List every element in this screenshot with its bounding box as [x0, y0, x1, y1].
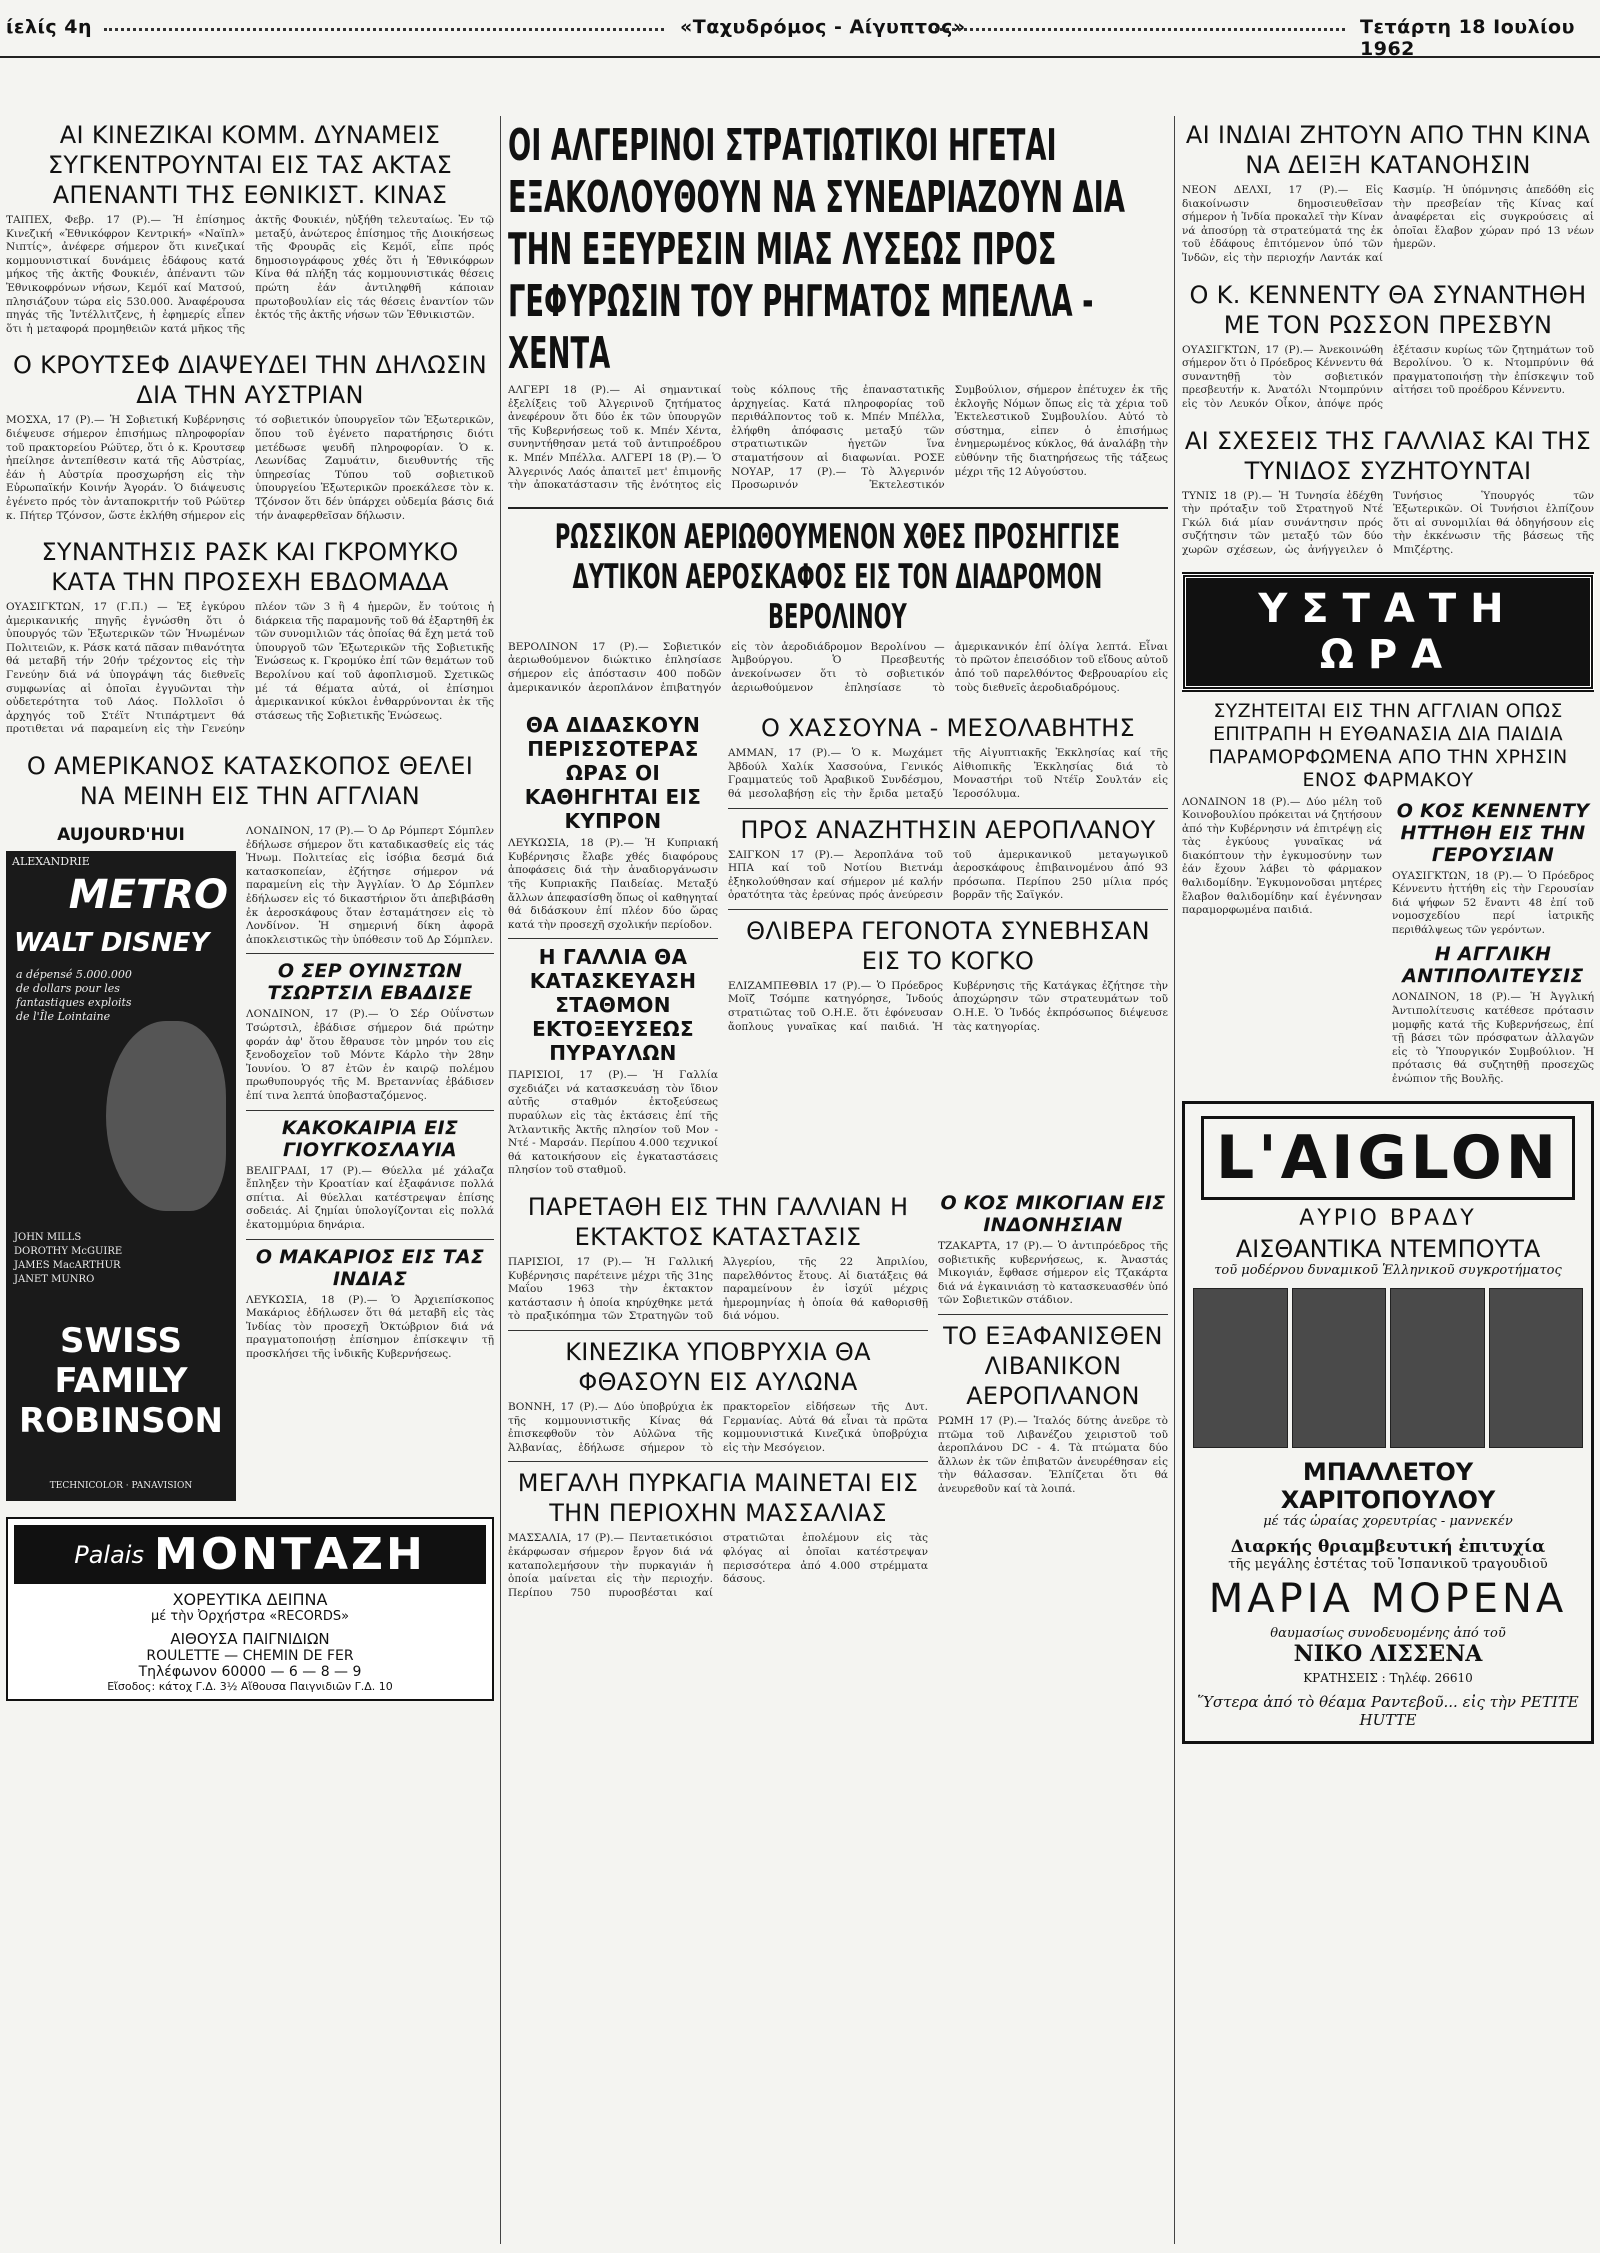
article-body: ΛΕΥΚΩΣΙΑ, 18 (Ρ).— Ὁ Ἀρχιεπίσκοπος Μακάριος ἐδήλωσεν ὅτι θά μεταβῆ εἰς τὰς Ἰνδίας τὸν προσεχῆ Ὀκτώβριον διά νά πραγματοποιήσῃ ἐπίσημον ἐπίσκεψιν τῇ προσκλήσει τῆς ἰνδικῆς Κυβερνήσεως. [246, 1293, 494, 1360]
header-dots-left [104, 28, 664, 31]
headline: Ο Κ. ΚΕΝΝΕΝΤΥ ΘΑ ΣΥΝΑΝΤΗΘΗ ΜΕ ΤΟΝ ΡΩΣΣΟΝ ΠΡΕΣΒΥΝ [1189, 280, 1587, 339]
separator [508, 938, 718, 939]
right-column [1182, 116, 1594, 2244]
headline: Ο ΑΜΕΡΙΚΑΝΟΣ ΚΑΤΑΣΚΟΠΟΣ ΘΕΛΕΙ ΝΑ ΜΕΙΝΗ ΕΙΣ ΤΗΝ ΑΓΓΛΙΑΝ [26, 752, 474, 811]
ad-singer-name: ΜΑΡΙΑ ΜΟΡΕΝΑ [1208, 1575, 1568, 1622]
article-france-tunisia [1182, 426, 1594, 558]
cast-name: JANET MUNRO [14, 1274, 95, 1286]
article-body: ΑΜΜΑΝ, 17 (Ρ).— Ὁ κ. Μωχάμετ Ἀβδούλ Χαλίκ Χασσούνα, Γενικός Γραμματεύς τοῦ Ἀραβικοῦ Συνδέσμου, θά μεσολαβήσῃ εἰς τὴν ἔριδα μεταξύ τῆς Αἰγυπτιακῆς Ἐκκλησίας καί τῆς Αἰθιοπικῆς Ἐκκλησίας διά τὸ Μοναστήρι τοῦ Ντέϊρ Σουλτάν εἰς Ἱεροσόλυμα. [728, 747, 1168, 800]
headline: ΣΥΝΑΝΤΗΣΙΣ ΡΑΣΚ ΚΑΙ ΓΚΡΟΜΥΚΟ ΚΑΤΑ ΤΗΝ ΠΡΟΣΕΧΗ ΕΒΔΟΜΑΔΑ [41, 538, 459, 597]
article-body: ΜΟΣΧΑ, 17 (Ρ).— Ἡ Σοβιετική Κυβέρνησις διέψευσε σήμερον ἐπισήμως πληροφορίαν τοῦ πρακτορείου Ρώϋτερ, ὅτι ὁ κ. Κρουτσεφ ἠπείλησε ἀντεπίθεσιν κατά τῆς Αὐστρίας, ἐάν ἡ Αὐστρία προσχωρήση εἰς τὴν Εὐρωπαϊκήν Κοινήν Ἀγοράν. Ὁ διάψευσις ἐγένετο πρός τὸν ἀνταποκριτήν τοῦ Ρώϋτερ κ. Πήτερ Τζόνσον, ὥστε ἐκλήθη σήμερον εἰς τό σοβιετικόν ὑπουργεῖον τῶν Ἐξωτερικῶν, ὅπου τοῦ ἐγένετο παρατήρησις διότι μετέδωσε ψευδῆ πληροφορίαν. Ὁ κ. Λεωνίδας Ζαμυάτιν, διευθυντής τῆς ὑπηρεσίας Τύπου τοῦ σοβιετικοῦ ὑπουργείου Ἐξωτερικῶν προεκάλεσε τὸν κ. Τζόνσον ὅτι δέν ὑπάρχει οὐδεμία βάσις διά τήν ἀναφερθεῖσαν δήλωσιν. [6, 414, 494, 522]
article-india-china [1182, 120, 1594, 266]
ad-line: Διαρκής θριαμβευτική ἐπιτυχία [1230, 1536, 1546, 1557]
cinema-metro-logo: METRO [68, 872, 228, 919]
newspaper-name: «Ταχυδρόμος - Αίγυπτος» [680, 16, 966, 38]
headline: ΑΙ ΙΝΔΙΑΙ ΖΗΤΟΥΝ ΑΠΟ ΤΗΝ ΚΙΝΑ ΝΑ ΔΕΙΞΗ ΚΑΤΑΝΟΗΣΙΝ [1185, 121, 1591, 179]
article-body: ΤΑΙΠΕΧ, Φεβρ. 17 (Ρ).— Ἡ ἐπίσημος Κινεζική «Ἐθνικόφρον Κεντρική» «Ναϊπλ» Νιπτίς», ἀνέφερε σήμερον ὅτι κινεζικαί κομμουνιστικαί δυνάμεις ἐδάφους κατά μήκος τῆς ἀκτῆς Φουκιέν, ἀπέναντι τῶν Ἐθνικοφρόνων νήσων, Κεμόϊ καί Ματσού, πλησιάζουν τώρα εἰς 530.000. Ἀναφέρουσα πηγάς τῆς Ἰντέλλιτζενς, ἡ ἐφημερίς εἶπεν ὅτι ἡ μεταφορά προμηθειῶν κατά μῆκος τῆς ἀκτῆς Φουκιέν, ηὐξήθη τελευταίως. Ἐν τῷ μεταξύ, ἀνώτερος ἐπίσημος τῆς Διοικήσεως τῆς Φρουρᾶς εἰς Κεμόϊ, εἶπε πρός δημοσιογράφους χθές ὅτι ἡ Ἐθνικόφρων Κίνα θά πλήξη τάς κομμουνιστικάς θέσεις πρώτη ἐάν ἀντιληφθῆ κάποιαν πρωτοβουλίαν εἰς τάς θέσεις ἐναντίον τῶν ἐκτός τῆς ἀκτῆς νήσων τῶν Ἐθνικιστῶν. [6, 214, 494, 335]
ad-line: Εἴσοδος: κάτοχ Γ.Δ. 3½ Αἴθουσα Παιγνιδιῶν Γ.Δ. 10 [107, 1680, 393, 1694]
cast-name: JAMES MacARTHUR [14, 1260, 121, 1272]
ad-line: ΑΙΣΘΑΝΤΙΚΑ ΝΤΕΜΠΟΥΤΑ [1235, 1234, 1541, 1263]
ad-reservations: ΚΡΑΤΗΣΕΙΣ : Τηλέφ. 26610 [1303, 1670, 1473, 1685]
article-body: ΜΑΣΣΑΛΙΑ, 17 (Ρ).— Πενταετικόσιοι ἐκάρφωσαν σήμερον ἔργον διά νά καταπολεμήσουν τὴν πυρκαγιάν ἡ ὁποία μαίνεται εἰς τὴν περιοχήν. Περίπου 750 πυροσβέσται καί στρατιῶται ἐπολέμουν εἰς τὰς φλόγας αἱ ὁποῖαι κατέστρεψαν περισσότερα ἀπό 4.000 στρέμματα δάσους. [508, 1532, 928, 1599]
film-title: SWISS FAMILY ROBINSON [19, 1321, 223, 1442]
ad-ballet-name: ΜΠΑΛΛΕΤΟΥ ΧΑΡΙΤΟΠΟΥΛΟΥ [1280, 1457, 1496, 1514]
article-body: ΕΛΙΖΑΜΠΕΘΒΙΛ 17 (Ρ).— Ὁ Πρόεδρος Μοϊζ Τσόμπε κατηγόρησε, Ἰνδούς στρατιῶτας τοῦ Ο.Η.Ε. ὅτι ἐφόνευσαν ἄοπλους γυναῖκας καί παιδιά. Ἡ Κυβέρνησις τῆς Κατάγκας ἐζήτησε τὴν ἀποχώρησιν τῶν στρατευμάτων τοῦ Ο.Η.Ε. Ὁ Ἰνδός ἐκπρόσωπος διέψευσε τὰς κατηγορίας. [728, 979, 1168, 1033]
article-body: ΛΟΝΔΙΝΟΝ, 18 (Ρ).— Ἡ Ἀγγλική Ἀντιπολίτευσις κατέθεσε πρότασιν μομφῆς κατά τῆς Κυβερνήσεως, ἐπί τῇ βάσει τῶν πρόσφατων ἀλλαγῶν εἰς τὸ Ὑπουργικόν Συμβούλιον. Ἡ πρότασις θά συζητηθῇ προσεχῶς ἐνώπιον τῆς Βουλῆς. [1392, 991, 1594, 1086]
page-header [0, 0, 1600, 58]
headline: ΘΑ ΔΙΔΑΣΚΟΥΝ ΠΕΡΙΣΣΟΤΕΡΑΣ ΩΡΑΣ ΟΙ ΚΑΘΗΓΗΤΑΙ ΕΙΣ ΚΥΠΡΟΝ [524, 713, 702, 834]
ad-line: μέ τὴν Ὀρχήστρα «RECORDS» [150, 1609, 350, 1625]
article-body: ΒΟΝΝΗ, 17 (Ρ).— Δύο ὑποβρύχια ἐκ τῆς κομμουνιστικῆς Κίνας θά ἐπισκεφθοῦν τὸν Αὐλῶνα τῆς Ἀλβανίας, ἐδήλωσε σήμερον τὸ πρακτορεῖον εἰδήσεων τῆς Δυτ. Γερμανίας. Αὐτά θά εἶναι τὰ πρῶτα κομμουνιστικά Κινεζικά ὑποβρύχια εἰς τὴν Μεσόγειον. [508, 1401, 928, 1454]
headline: Ο ΣΕΡ ΟΥΙΝΣΤΩΝ ΤΣΩΡΤΣΙΛ ΕΒΑΔΙΣΕ [267, 960, 473, 1005]
lead-headline: ΟΙ ΑΛΓΕΡΙΝΟΙ ΣΤΡΑΤΙΩΤΙΚΟΙ ΗΓΕΤΑΙ ΕΞΑΚΟΛΟΥΘΟΥΝ ΝΑ ΣΥΝΕΔΡΙΑΖΟΥΝ ΔΙΑ ΤΗΝ ΕΞΕΥΡΕΣΙΝ ΜΙΑΣ ΛΥΣΕΩΣ ΠΡΟΣ ΓΕΦΥΡΩΣΙΝ ΤΟΥ ΡΗΓΜΑΤΟΣ ΜΠΕΛΛΑ - ΧΕΝΤΑ [508, 120, 1125, 379]
separator [246, 1110, 494, 1111]
poster-illustration [106, 1021, 226, 1211]
headline: Η ΓΑΛΛΙΑ ΘΑ ΚΑΤΑΣΚΕΥΑΣΗ ΣΤΑΘΜΟΝ ΕΚΤΟΞΕΥΣΕΩΣ ΠΥΡΑΥΛΩΝ [529, 945, 697, 1066]
separator [246, 1239, 494, 1240]
palais-montazah-ad [6, 1517, 494, 1701]
headline: ΜΕΓΑΛΗ ΠΥΡΚΑΓΙΑ ΜΑΙΝΕΤΑΙ ΕΙΣ ΤΗΝ ΠΕΡΙΟΧΗΝ ΜΑΣΣΑΛΙΑΣ [517, 1469, 919, 1528]
separator [246, 953, 494, 954]
article-kennedy-ambassador [1182, 280, 1594, 412]
article-khrushchev [6, 350, 494, 523]
film-tech: TECHNICOLOR · PANAVISION [49, 1481, 193, 1492]
ad-line: ΧΟΡΕΥΤΙΚΑ ΔΕΙΠΝΑ [172, 1590, 328, 1610]
lead-article-algeria [508, 120, 1168, 493]
headline: ΘΛΙΒΕΡΑ ΓΕΓΟΝΟΤΑ ΣΥΝΕΒΗΣΑΝ ΕΙΣ ΤΟ ΚΟΓΚΟ [746, 916, 1150, 975]
separator [728, 808, 1168, 809]
cast-name: DOROTHY McGUIRE [14, 1246, 123, 1258]
separator [938, 1314, 1168, 1315]
article-american-spy [6, 751, 494, 811]
headline: Ο ΚΟΣ ΜΙΚΟΓΙΑΝ ΕΙΣ ΙΝΔΟΝΗΣΙΑΝ [940, 1192, 1166, 1237]
article-euthanasia [1182, 700, 1594, 1087]
latest-news-banner: ΥΣΤΑΤΗ ΩΡΑ [1182, 574, 1594, 690]
article-body: ΟΥΑΣΙΓΚΤΩΝ, 17 (Ρ).— Ἀνεκοινώθη σήμερον ὅτι ὁ Πρόεδρος Κέννεντυ θά συναντηθῇ τὸν σοβιετικόν πρεσβευτήν κ. Ἀνατόλι Ντομπρύνιν εἰς τὸν Λευκόν Οἶκον, ἀπόψε πρός ἐξέτασιν κυρίως τῶν ζητημάτων τοῦ Βερολίνου. Ὁ κ. Ντομπρύνιν θά πραγματοποιήσῃ τὴν ἐπίσκεψιν τοῦ αἰτήσει τοῦ προέδρου Κέννεντυ. [1182, 343, 1594, 410]
column-rule [1174, 116, 1175, 2244]
separator [508, 1461, 928, 1462]
article-body: ΛΟΝΔΙΝΟΝ, 17 (Ρ).— Ὁ Σέρ Οὐΐνστων Τσώρτσιλ, ἐβάδισε σήμερον διά πρώτην φοράν ἀφ' ὅτου ἔθραυσε τὸν μηρόν του εἰς ξενοδοχεῖον τοῦ Μόντε Κάρλο τὴν 28ην Ἰουνίου. Ὁ 87 ἐτῶν ἐν καιρῷ πολέμου πρωθυπουργός τῆς Μ. Βρεταννίας ἐβάδισεν ἐπί τινα λεπτά ὑποβασταζόμενος. [246, 1008, 494, 1102]
headline: ΤΟ ΕΞΑΦΑΝΙΣΘΕΝ ΛΙΒΑΝΙΚΟΝ ΑΕΡΟΠΛΑΝΟΝ [943, 1322, 1163, 1410]
article-rusk-gromyko [6, 537, 494, 737]
ad-today-label: AUJOURD'HUI [57, 825, 185, 846]
article-body: ΣΑΙΓΚΟΝ 17 (Ρ).— Ἀεροπλάνα τοῦ ΗΠΑ καί τοῦ Νοτίου Βιετνάμ ἐξηκολούθησαν καί σήμερον μέ καλήν ὁρατότητα τὰς ἐρεύνας πρός ἀνεύρεσιν τοῦ ἀμερικανικοῦ μεταγωγικοῦ ἀεροσκάφους ἐπιβαινομένου ἀπό 93 πρόσωπα. Περίπου 250 μίλια πρός βορρᾶν τῆς Σαϊγκόν. [728, 848, 1168, 902]
headline: ΚΑΚΟΚΑΙΡΙΑ ΕΙΣ ΓΙΟΥΓΚΟΣΛΑΥΙΑ [281, 1116, 459, 1161]
laiglon-ad [1182, 1101, 1594, 1744]
page-number: ίελίς 4η [6, 16, 93, 38]
article-body: ΝΕΟΝ ΔΕΛΧΙ, 17 (Ρ).— Εἰς διακοίνωσιν δημοσιευθεῖσαν σήμερον ἡ Ἰνδία προκαλεῖ τὴν Κίναν νά ἀποσύρῃ τὰ στρατεύματά της ἐκ τοῦ ἐδάφους ἐπιτόμενον ὑπό τῶν Ἰνδῶν, εἰς τὴν περιοχήν Λαντάκ καί Κασμίρ. Ἡ ὑπόμνησις ἀπεδόθη εἰς τὴν πρεσβείαν τῆς Κίνας καί ἀναφέρεται εἰς συγκρούσεις αἱ ὁποῖαι ἔλαβον χώραν πρό 13 νέων ἡμερῶν. [1182, 184, 1594, 264]
ad-line: μέ τάς ὡραίας χορευτρίας - μαννεκέν [1263, 1513, 1513, 1529]
article-body: ΠΑΡΙΣΙΟΙ, 17 (Ρ).— Ἡ Γαλλική Κυβέρνησις παρέτεινε μέχρι τῆς 31ης Μαΐου 1963 τὴν ἐκτακτον κατάστασιν ἡ ὁποία κηρύχθηκε μετά τὸ πραξικόπημα τῶν Στρατηγῶν τοῦ Ἀλγερίου, τῆς 22 Ἀπριλίου, παρελθόντος ἔτους. Αἱ διατάξεις θά παραμείνουν ἐν ἰσχύϊ μέχρις ἡμερομηνίας ἡ ὁποία θά καθορισθῇ διά νόμου. [508, 1256, 928, 1323]
article-body: ΛΕΥΚΩΣΙΑ, 18 (Ρ).— Ἡ Κυπριακή Κυβέρνησις ἔλαβε χθές διαφόρους ἀποφάσεις διά τὴν ἀναδιοργάνωσιν τῆς Κυπριακῆς Παιδείας. Μεταξύ ἄλλων ἀπεφασίσθη ὅπως οἱ καθηγηταί θά διδάσκουν ἐπί πλέον δύο ὥρας κατά τὴν προσεχῆ σχολικήν περίοδον. [508, 837, 718, 931]
article-body: ΡΩΜΗ 17 (Ρ).— Ἰταλός δύτης ἀνεῦρε τὸ πτῶμα τοῦ Λιβανέζου χειριστοῦ τοῦ ἀεροπλάνου DC - 4. Τὰ πτώματα δύο ἄλλων ἐκ τῶν ἐπιβατῶν ἀνευρέθησαν εἰς τὴν θάλασσαν. Ἐλπίζεται ὅτι θά ἀνευρεθοῦν καί τὰ λοιπά. [938, 1415, 1168, 1495]
column-rule [500, 116, 501, 2244]
header-dots-right [935, 28, 1345, 31]
ad-phone: Τηλέφωνον 60000 — 6 — 8 — 9 [138, 1664, 362, 1681]
movie-poster [6, 851, 236, 1501]
photo [1390, 1288, 1485, 1448]
photo [1193, 1288, 1288, 1448]
issue-date: Τετάρτη 18 Ιουλίου 1962 [1360, 16, 1575, 60]
article-body: ΛΟΝΔΙΝΟΝ, 17 (Ρ).— Ὁ Δρ Ρόμπερτ Σόμπλεν ἐδήλωσε σήμερον ὅτι καταδικασθείς εἰς τάς Ἡνωμ. Πολιτείας εἰς ἰσόβια δεσμά διά κατασκοπείαν, ἐζήτησε σήμερον νά παραμείνη εἰς τὴν Ἀγγλίαν. Ὁ Δρ Σόμπλεν ἐδήλωσεν εἰς τό δικαστήριον ὅτι ἀπεβιβάσθη ἐκ ἀεροσκάφους ὅταν ἐσταμάτησεν εἰς τὸ Λονδίνον. Ἡ σημερινή δίκη ἀφορᾶ ἀποκλειστικῶς τὴν ὑπόθεσιν τοῦ Δρ Σόμπλεν. [246, 825, 494, 946]
headline: ΑΙ ΣΧΕΣΕΙΣ ΤΗΣ ΓΑΛΛΙΑΣ ΚΑΙ ΤΗΣ ΤΥΝΙΔΟΣ ΣΥΖΗΤΟΥΝΤΑΙ [1184, 426, 1592, 485]
ad-budget-text: a dépensé 5.000.000 de dollars pour les fantastiques exploits de l'Île Lointaine [16, 968, 132, 1024]
cinema-ad [6, 825, 236, 1501]
left-column [6, 116, 494, 2244]
headline: ΡΩΣΣΙΚΟΝ ΑΕΡΙΩΘΟΥΜΕΝΟΝ ΧΘΕΣ ΠΡΟΣΗΓΓΙΣΕ ΔΥΤΙΚΟΝ ΑΕΡΟΣΚΑΦΟΣ ΕΙΣ ΤΟΝ ΔΙΑΔΡΟΜΟΝ ΒΕΡΟΛΙΝΟΥ [554, 516, 1120, 637]
headline: Ο ΧΑΣΣΟΥΝΑ - ΜΕΣΟΛΑΒΗΤΗΣ [761, 714, 1135, 743]
center-column [508, 116, 1168, 2244]
article-body: ΤΖΑΚΑΡΤΑ, 17 (Ρ).— Ὁ ἀντιπρόεδρος τῆς σοβιετικῆς κυβερνήσεως, κ. Ἀναστάς Μικογιάν, ἔφθασε σήμερον εἰς Τζακάρτα διά νά ἐγκαινιάσῃ τὸ κατασκευασθέν ὑπό τῶν Σοβιετικῶν στάδιον. [938, 1240, 1168, 1307]
headline: ΠΑΡΕΤΑΘΗ ΕΙΣ ΤΗΝ ΓΑΛΛΙΑΝ Η ΕΚΤΑΚΤΟΣ ΚΑΤΑΣΤΑΣΙΣ [527, 1193, 909, 1252]
headline: ΚΙΝΕΖΙΚΑ ΥΠΟΒΡΥΧΙΑ ΘΑ ΦΘΑΣΟΥΝ ΕΙΣ ΑΥΛΩΝΑ [565, 1338, 871, 1396]
studio-name: WALT DISNEY [14, 928, 210, 959]
ad-line: ΑΙΘΟΥΣΑ ΠΑΙΓΝΙΔΙΩΝ [170, 1630, 330, 1649]
ad-venue-name: ΜΟΝΤΑΖΗ [153, 1529, 426, 1581]
separator [728, 909, 1168, 910]
article-russian-jet [508, 507, 1168, 695]
ad-line: Ὕστερα ἀπό τὸ θέαμα Ραντεβοῦ... εἰς τὴν PETITE HUTTE [1197, 1692, 1579, 1729]
dancer-photos [1193, 1288, 1583, 1448]
headline: ΠΡΟΣ ΑΝΑΖΗΤΗΣΙΝ ΑΕΡΟΠΛΑΝΟΥ [740, 815, 1156, 844]
ad-line: ΑΥΡΙΟ ΒΡΑΔΥ [1299, 1205, 1477, 1231]
cinema-city: ALEXANDRIE [12, 855, 90, 869]
photo [1489, 1288, 1584, 1448]
ad-brand-script: Palais [74, 1540, 144, 1569]
article-body: ΟΥΑΣΙΓΚΤΩΝ, 17 (Γ.Π.) — Ἐξ ἐγκύρου ἀμερικανικής πηγῆς ἐγνώσθη ὅτι ὁ ὑπουργός τῶν Ἐξωτερικῶν τῶν Ἡνωμένων Πολιτειῶν, κ. Ράσκ κατά πᾶσαν πιθανότητα θά μεταβῆ τήν 20ήν τρέχοντος εἰς τὴν Γενεύην διά νά ὑπογράψη τάς διεθνεῖς συμφωνίας αἱ ὁποῖαι ἐγγυῶνται τὴν οὐδετερότητα τοῦ Λάος. Πολλοῖσι ὁ ἀρχηγός τοῦ Στέϊτ Ντιπάρτμεντ θά προτιθεται νά παραμείνη εἰς τὴν Γενεύην πλέον τῶν 3 ἢ 4 ἡμερῶν, ἔν τούτοις ἡ διάρκεια τῆς παραμονῆς τοῦ θά ἐξαρτηθῆ ἐκ τῶν συνομιλιῶν τάς ὁποίας θά ἔχη μετά τοῦ ὑπουργοῦ τῶν Ἐξωτερικῶν τῆς Σοβιετικῆς Ἑνώσεως κ. Γκρομύκο ἐπί τῶν θεμάτων τοῦ Βερολίνου καί τοῦ ἀφοπλισμοῦ. Σχετικῶς μέ τά θέματα αὐτά, οἱ ἐπίσημοι ἀμερικανικοί κύκλοι ἐνθαρρύνονται ἐκ τῆς στάσεως τῆς Σοβιετικῆς Ἑνώσεως. [6, 601, 494, 736]
headline: Ο ΜΑΚΑΡΙΟΣ ΕΙΣ ΤΑΣ ΙΝΔΙΑΣ [255, 1245, 485, 1290]
article-body: ΛΟΝΔΙΝΟΝ 18 (Ρ).— Δύο μέλη τοῦ Κοινοβουλίου πρόκειται νά ζητήσουν ἀπό τὴν Κυβέρνησιν νά ἐπιτρέψῃ εἰς τὰς ἐγκύους γυναῖκας νά διακόπτουν τὴν ἐγκυμοσύνην των ἐάν ἔχουν λάβει τὸ φάρμακον θαλιδομίδην. Ἐγκυμονοῦσαι μητέρες ἔλαβον θαλιδομίδην καί ἐγέννησαν παραμορφωμένα παιδιά. [1182, 795, 1382, 917]
headline: ΣΥΖΗΤΕΙΤΑΙ ΕΙΣ ΤΗΝ ΑΓΓΛΙΑΝ ΟΠΩΣ ΕΠΙΤΡΑΠΗ Η ΕΥΘΑΝΑΣΙΑ ΔΙΑ ΠΑΙΔΙΑ ΠΑΡΑΜΟΡΦΩΜΕΝΑ ΑΠΟ ΤΗΝ ΧΡΗΣΙΝ ΕΝΟΣ ΦΑΡΜΑΚΟΥ [1208, 699, 1568, 791]
ad-line: τοῦ μοδέρνου δυναμικοῦ Ἑλληνικοῦ συγκροτήματος [1214, 1262, 1562, 1278]
separator [508, 1330, 928, 1331]
ad-venue-title: L'AIGLON [1201, 1116, 1575, 1200]
cast-name: JOHN MILLS [14, 1232, 82, 1244]
headline: Η ΑΓΓΛΙΚΗ ΑΝΤΙΠΟΛΙΤΕΥΣΙΣ [1402, 943, 1584, 988]
headline: Ο ΚΟΣ ΚΕΝΝΕΝΤΥ ΗΤΤΗΘΗ ΕΙΣ ΤΗΝ ΓΕΡΟΥΣΙΑΝ [1396, 799, 1590, 866]
ad-line: τῆς μεγάλης ἑστέτας τοῦ Ἱσπανικοῦ τραγουδιοῦ [1228, 1556, 1548, 1572]
article-chinese-forces [6, 120, 494, 336]
headline: Ο ΚΡΟΥΤΣΕΦ ΔΙΑΨΕΥΔΕΙ ΤΗΝ ΔΗΛΩΣΙΝ ΔΙΑ ΤΗΝ ΑΥΣΤΡΙΑΝ [12, 351, 487, 410]
article-body: ΠΑΡΙΣΙΟΙ, 17 (Ρ).— Ἡ Γαλλία σχεδιάζει νά κατασκευάσῃ τὸν ἴδιον αὐτῆς σταθμόν ἐκτοξεύσεως πυραύλων εἰς τὰς ἐκτάσεις ἐπί τῆς Ἀτλαντικῆς Ἀκτῆς πλησίον τοῦ Μον - Ντέ - Μαρσάν. Περίπου 4.000 τεχνικοί θά κατοικήσουν εἰς ἐγκαταστάσεις πλησίον τοῦ σταθμοῦ. [508, 1069, 718, 1177]
ad-line: ROULETTE — CHEMIN DE FER [146, 1648, 354, 1665]
ad-accompanist: ΝΙΚΟ ΛΙΣΣΕΝΑ [1293, 1640, 1483, 1667]
ad-line: θαυμασίως συνοδευομένης ἀπό τοῦ [1270, 1625, 1506, 1641]
article-body: ΟΥΑΣΙΓΚΤΩΝ, 18 (Ρ).— Ὁ Πρόεδρος Κέννεντυ ἡττήθη εἰς τὴν Γερουσίαν διά ψήφων 52 ἔναντι 48 ἐπί τοῦ νομοσχεδίου περί ἰατρικῆς περιθάλψεως τῶν γερόντων. [1392, 869, 1594, 936]
article-body: ΑΛΓΕΡΙ 18 (Ρ).— Αἱ σημαντικαί ἐξελίξεις τοῦ Ἀλγερινοῦ ζητήματος ἀνεφέρουν ὅτι δύο ἐκ τῶν ὑπουργῶν τῆς Κυβερνήσεως τοῦ κ. Μπέν Χέντα, συνηντήθησαν μετά τοῦ ἀντιπροέδρου κ. Μπέν Μπέλλα. ΑΛΓΕΡΙ 18 (Ρ).— Ὁ Ἀλγερινός Λαός ἀπαιτεῖ μετ' ἐπιμονῆς τὴν ἀποκατάστασιν τῆς ἑνότητος εἰς τοὺς κόλπους τῆς ἐπαναστατικῆς ἀρχηγείας. Κατά πληροφορίας τοῦ περιθάλποντος τοῦ κ. Μπέν Μπέλλα, ἐλήφθη ἀπόφασις μεταξύ τῶν στρατιωτικῶν ἡγετῶν ἵνα σταματήσουν αἱ διαφωνίαι. ΡΟΣΕ ΝΟΥΑΡ, 17 (Ρ).— Τὸ Ἀλγερινόν Προσωρινόν Ἐκτελεστικόν Συμβούλιον, σήμερον ἐπέτυχεν ἐκ τῆς ἐκλογῆς Νόμων ὅπως εἰς τὰ χέρια τοῦ Ἐκτελεστικοῦ Συμβουλίου. Αὐτό τὸ σύστημα, εἰπεν ὁ ἐπισήμως ἐνημερωμένος κύκλος, θά ἀναλάβῃ τὴν εὐθύνην τῆς διατηρήσεως τῆς τάξεως μέχρι τῆς 12 Αὐγούστου. [508, 384, 1168, 492]
headline: ΑΙ ΚΙΝΕΖΙΚΑΙ ΚΟΜΜ. ΔΥΝΑΜΕΙΣ ΣΥΓΚΕΝΤΡΟΥΝΤΑΙ ΕΙΣ ΤΑΣ ΑΚΤΑΣ ΑΠΕΝΑΝΤΙ ΤΗΣ ΕΘΝΙΚΙΣΤ. ΚΙΝΑΣ [47, 121, 453, 209]
photo [1292, 1288, 1387, 1448]
article-body: ΤΥΝΙΣ 18 (Ρ).— Ἡ Τυνησία ἐδέχθη τὴν πρόταξιν τοῦ Στρατηγοῦ Ντέ Γκώλ διά μίαν συνάντησιν πρός συζήτησιν τῶν μεταξύ τῶν δύο χωρῶν σχέσεων, ὡς ἀνήγγειλεν ὁ Τυνήσιος Ὑπουργός τῶν Ἐξωτερικῶν. Οἱ Τυνήσιοι ἐλπίζουν ὅτι αἱ συνομιλίαι θά ὁδηγήσουν εἰς τὴν ἐκκένωσιν τῆς βάσεως τῆς Μπιζέρτης. [1182, 489, 1594, 556]
article-body: ΒΕΛΙΓΡΑΔΙ, 17 (Ρ).— Θύελλα μέ χάλαζα ἔπληξεν τὴν Κροατίαν καί ἐξαφάνισε πολλά σπίτια. Αἱ θύελλαι κατέστρεψαν ἐπίσης σοδειάς. Αἱ ζημίαι ὑπολογίζονται εἰς πολλά ἑκατομμύρια δηνάρια. [246, 1164, 494, 1231]
article-body: ΒΕΡΟΛΙΝΟΝ 17 (Ρ).— Σοβιετικόν ἀεριωθούμενον διώκτικο ἐπλησίασε σήμερον εἰς ἀπόστασιν 400 ποδῶν ἀμερικανικόν ἀεροπλάνον ἐπιβατηγόν εἰς τὸν ἀεροδιάδρομον Βερολίνου — Ἀμβούργου. Ὁ Πρεσβευτής ἀνεκοίνωσεν ὅτι τὸ σοβιετικόν ἀεριωθούμενον ἐπλησίασε τὸ ἀμερικανικόν ἐπί ὀλίγα λεπτά. Εἶναι τὸ πρῶτον ἐπεισόδιον τοῦ εἴδους αὐτοῦ ἀπό τοῦ παρελθόντος Φεβρουαρίου εἰς τοὺς διεθνεῖς ἀεροδιαδρόμους. [508, 640, 1168, 694]
